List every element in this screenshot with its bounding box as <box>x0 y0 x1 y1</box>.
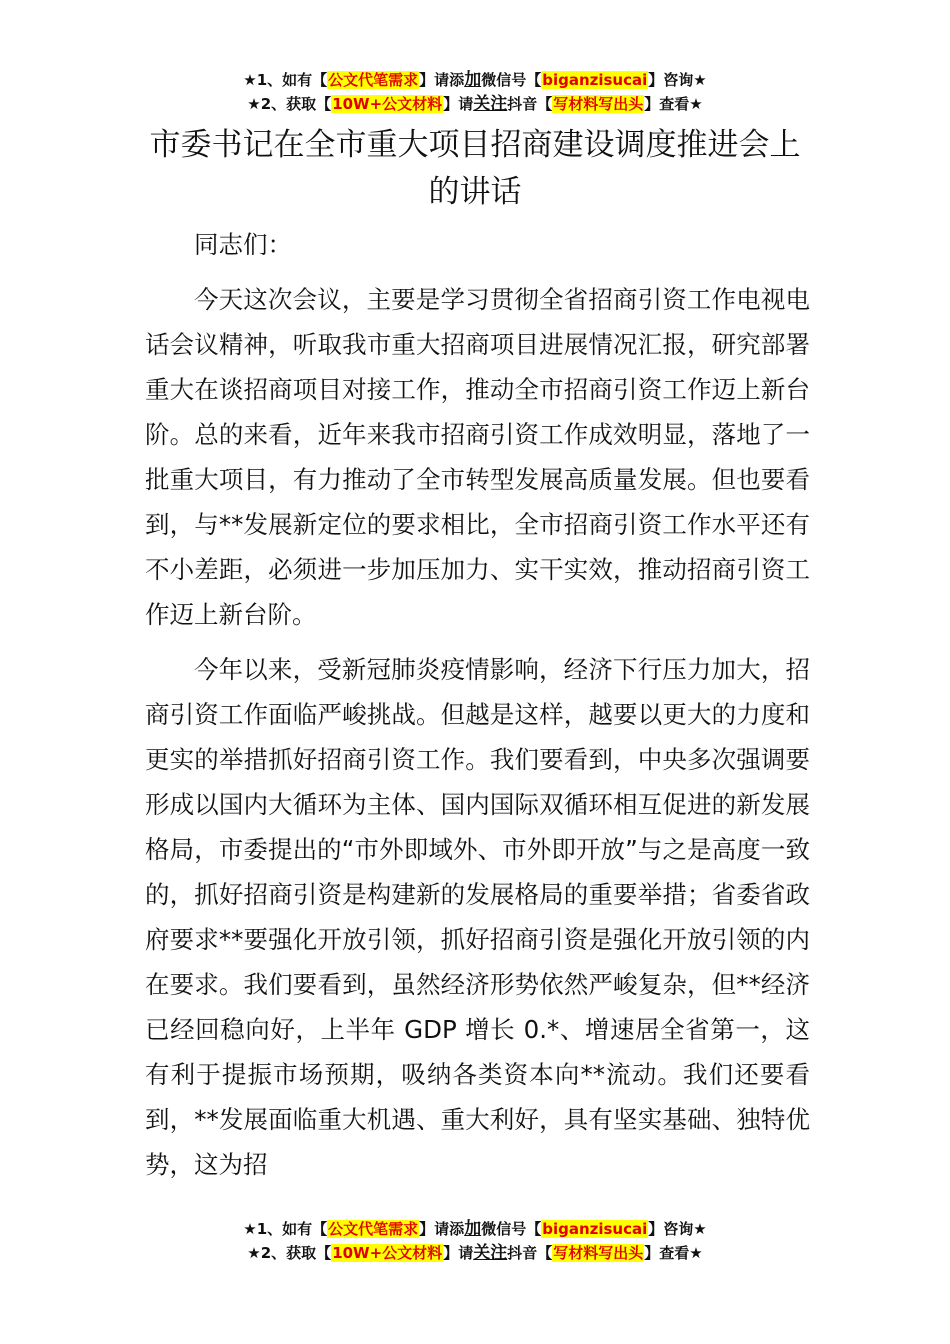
document-title: 市委书记在全市重大项目招商建设调度推进会上的讲话 <box>149 127 801 210</box>
paragraph-2: 今年以来，受新冠肺炎疫情影响，经济下行压力加大，招商引资工作面临严峻挑战。但越是这样，越要以更大的力度和更实的举措抓好招商引资工作。我们要看到，中央多次强调要形成以国内大循环为主体、国内国际双循环相互促进的新发展格局，市委提出的“市外即域外、市外即开放”与之是高度一致的，抓好招商引资是构建新的发展格局的重要举措；省委省政府要求**要强化开放引领，抓好招商引资是强化开放引领的内在要求。我们要看到，虽然经济形势依然严峻复杂，但**经济已经回稳向好，上半年 GDP 增长 0.*、增速居全省第一，这有利于提振市场预期，吸纳各类资本向**流动。我们还要看到，**发展面临重大机遇、重大利好，具有坚实基础、独特优势，这为招 <box>145 655 810 1179</box>
document-body <box>145 222 810 1197</box>
banner-line-1: ★1、如有【公文代笔需求】请添加微信号【biganzisucai】咨询★ <box>243 1219 707 1239</box>
highlight-service: 公文代笔需求 <box>328 1220 419 1238</box>
banner-line-2: ★2、获取【10W+公文材料】请关注抖音【写材料写出头】查看★ <box>247 1243 703 1263</box>
banner-line-1: ★1、如有【公文代笔需求】请添加微信号【biganzisucai】咨询★ <box>243 70 707 90</box>
footer-banner <box>0 1217 950 1265</box>
paragraph-1: 今天这次会议，主要是学习贯彻全省招商引资工作电视电话会议精神，听取我市重大招商项目进展情况汇报，研究部署重大在谈招商项目对接工作，推动全市招商引资工作迈上新台阶。总的来看，近年来我市招商引资工作成效明显，落地了一批重大项目，有力推动了全市转型发展高质量发展。但也要看到，与**发展新定位的要求相比，全市招商引资工作水平还有不小差距，必须进一步加压加力、实干实效，推动招商引资工作迈上新台阶。 <box>145 285 810 629</box>
highlight-materials: 10W+公文材料 <box>332 1244 443 1262</box>
highlight-service: 公文代笔需求 <box>328 71 419 89</box>
highlight-materials: 10W+公文材料 <box>332 95 443 113</box>
header-banner <box>0 68 950 116</box>
greeting: 同志们： <box>194 230 292 259</box>
highlight-douyin-id: 写材料写出头 <box>553 95 644 113</box>
highlight-douyin-id: 写材料写出头 <box>553 1244 644 1262</box>
highlight-wechat-id: biganzisucai <box>542 1220 648 1238</box>
highlight-wechat-id: biganzisucai <box>542 71 648 89</box>
banner-line-2: ★2、获取【10W+公文材料】请关注抖音【写材料写出头】查看★ <box>247 94 703 114</box>
